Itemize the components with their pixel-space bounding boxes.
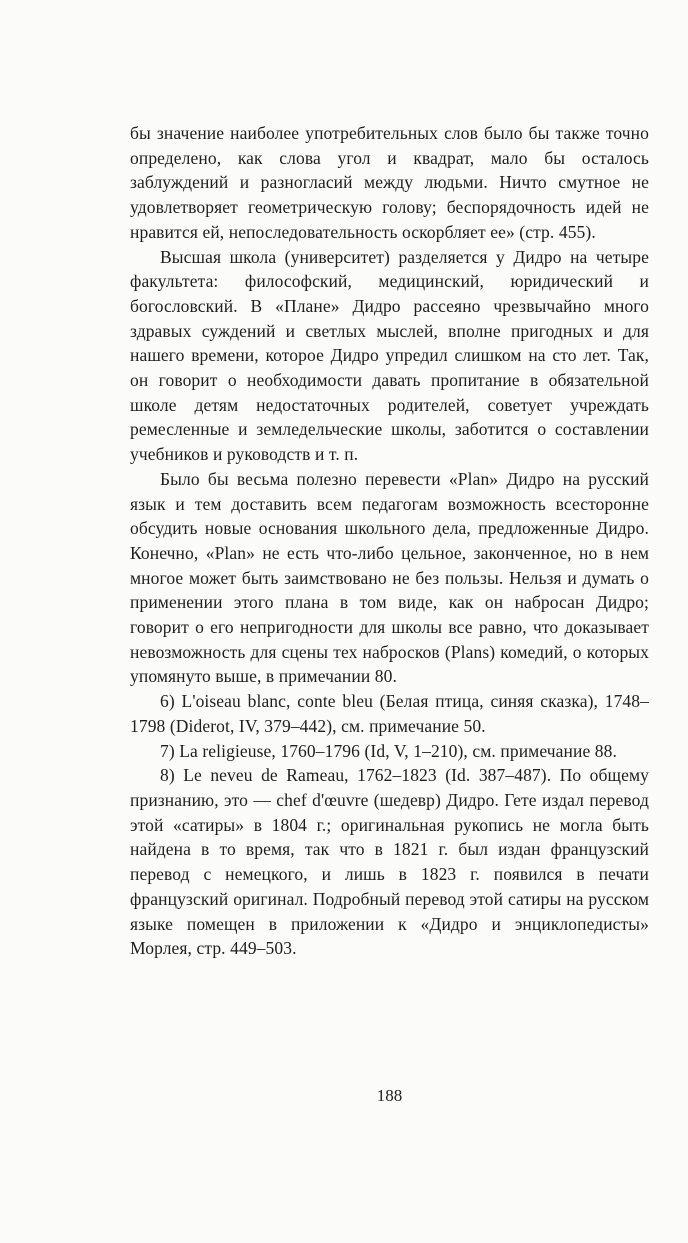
page-number: 188: [376, 1086, 403, 1105]
text-block: [130, 121, 649, 961]
paragraph: 6) L'oiseau blanc, conte bleu (Белая птица, синяя сказка), 1748–1798 (Diderot, IV, 379–442), см. примечание 50.: [130, 691, 649, 736]
paragraph: Высшая школа (университет) разделяется у Дидро на четыре факультета: философский, медицинский, юридический и богословский. В «Плане» Дидро рассеяно чрезвычайно много здравых суждений и светлых мыслей, вполне пригодных и для нашего времени, которое Дидро упредил слишком на сто лет. Так, он говорит о необходимости давать пропитание в обязательной школе детям недостаточных родителей, советует учреждать ремесленные и земледельческие школы, заботится о составлении учебников и руководств и т. п.: [130, 246, 649, 465]
paragraph: 8) Le neveu de Rameau, 1762–1823 (Id. 387–487). По общему признанию, это — chef d'œuvre (шедевр) Дидро. Гете издал перевод этой «сатиры» в 1804 г.; оригинальная рукопись не могла быть найдена в то время, так что в 1821 г. был издан французский перевод с немецкого, и лишь в 1823 г. появился в печати французский оригинал. Подробный перевод этой сатиры на русском языке помещен в приложении к «Дидро и энциклопедисты» Морлея, стр. 449–503.: [130, 765, 649, 959]
paragraph: 7) La religieuse, 1760–1796 (Id, V, 1–210), см. примечание 88.: [160, 740, 617, 761]
paragraph: Было бы весьма полезно перевести «Plan» Дидро на русский язык и тем доставить всем педагогам возможность всесторонне обсудить новые основания школьного дела, предложенные Дидро. Конечно, «Plan» не есть что-либо цельное, законченное, но в нем многое может быть заимствовано не без пользы. Нельзя и думать о применении этого плана в том виде, как он набросан Дидро; говорит о его непригодности для школы все равно, что доказывает невозможность для сцены тех набросков (Plans) комедий, о которых упомянуто выше, в примечании 80.: [130, 468, 649, 687]
paragraph: бы значение наиболее употребительных слов было бы также точно определено, как слова угол и квадрат, мало бы осталось заблуждений и разногласий между людьми. Ничто смутное не удовлетворяет геометрическую голову; беспорядочность идей не нравится ей, непоследовательность оскорбляет ее» (стр. 455).: [130, 123, 649, 242]
